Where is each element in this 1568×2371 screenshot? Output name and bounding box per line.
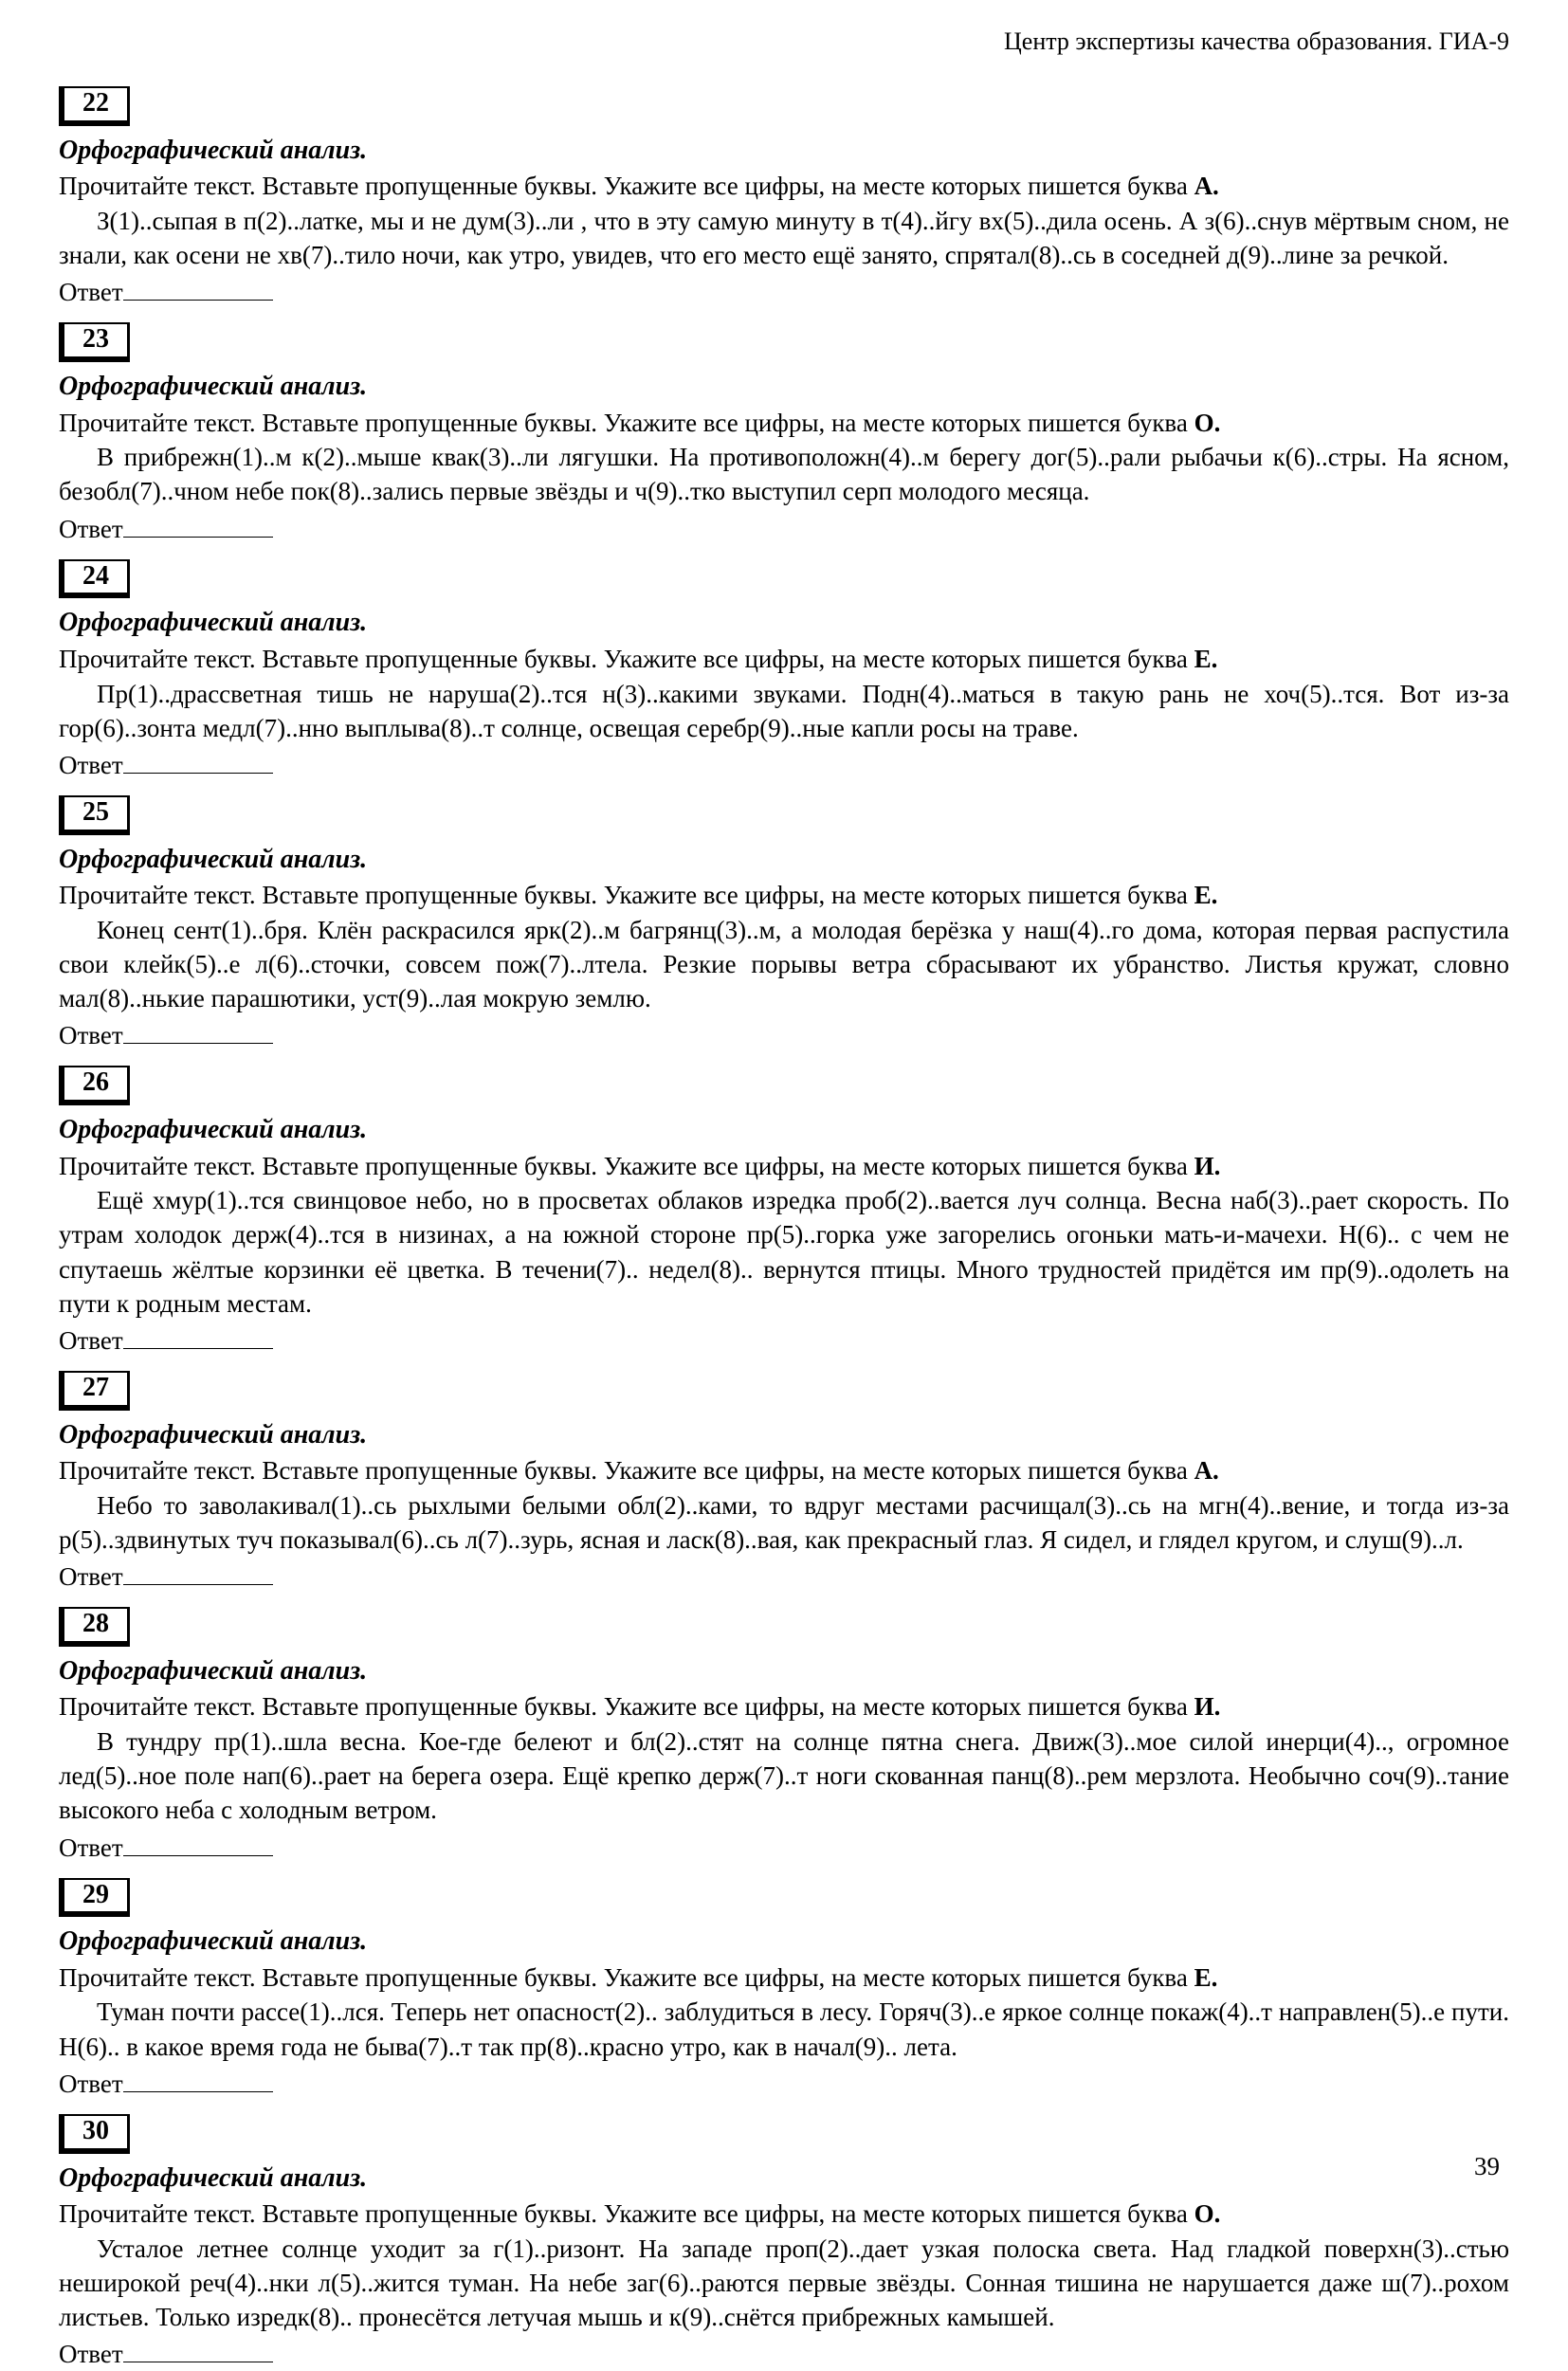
task-instruction bbox=[59, 170, 1509, 204]
task-text: В прибрежн(1)..м к(2)..мыше квак(3)..ли лягушки. На противоположн(4)..м берегу дог(5)..рали рыбачьи к(6)..стры. На ясном, безобл(7)..чном небе пок(8)..зались первые звёзды и ч(9)..тко выступил серп молодого месяца. bbox=[59, 443, 1509, 506]
answer-line[interactable] bbox=[123, 2341, 273, 2362]
task-block bbox=[59, 1601, 1509, 1864]
task-number-box bbox=[59, 1371, 130, 1411]
task-instruction bbox=[59, 1454, 1509, 1488]
task-text: Небо то заволакивал(1)..сь рыхлыми белыми обл(2)..ками, то вдруг местами расчищал(3)..сь на мгн(4)..вение, и тогда из-за р(5)..здвинутых туч показывал(6)..сь л(7)..зурь, ясная и ласк(8)..вая, как прекрасный глаз. Я сидел, и глядел кругом, и слуш(9)..л. bbox=[59, 1490, 1509, 1554]
answer-line[interactable] bbox=[123, 1327, 273, 1349]
answer-label: Ответ bbox=[59, 1833, 123, 1862]
task-block bbox=[59, 790, 1509, 1052]
answer-line[interactable] bbox=[123, 516, 273, 538]
task-instruction bbox=[59, 2198, 1509, 2232]
answer-label: Ответ bbox=[59, 1325, 123, 1355]
answer-row bbox=[59, 1324, 1509, 1358]
task-heading: Орфографический анализ. bbox=[59, 1419, 368, 1450]
task-number: 22 bbox=[82, 88, 109, 119]
task-text: Конец сент(1)..бря. Клён раскрасился ярк(2)..м багрянц(3)..м, а молодая берёзка у наш(4)..го дома, которая первая распустила свои клейк(5)..е л(6)..сточки, совсем пож(7)..лтела. Резкие порывы ветра сбрасывают их убранство. Листья кружат, словно мал(8)..нькие парашютики, уст(9)..лая мокрую землю. bbox=[59, 915, 1509, 1013]
instruction-text: Прочитайте текст. Вставьте пропущенные буквы. Укажите все цифры, на месте которых пишется буква bbox=[59, 172, 1194, 201]
task-number: 26 bbox=[82, 1067, 109, 1098]
task-number: 25 bbox=[82, 796, 109, 827]
answer-label: Ответ bbox=[59, 1021, 123, 1050]
task-number: 27 bbox=[82, 1372, 109, 1402]
target-letter: О. bbox=[1194, 2199, 1221, 2229]
answer-row bbox=[59, 2338, 1509, 2371]
task-number-box bbox=[59, 1066, 130, 1105]
task-text: Туман почти рассе(1)..лся. Теперь нет опасност(2).. заблудиться в лесу. Горяч(3)..е яркое солнце покаж(4)..т направлен(5)..е пути. Н(6).. в какое время года не быва(7)..т так пр(8)..красно утро, как в начал(9).. лета. bbox=[59, 1997, 1509, 2061]
answer-row bbox=[59, 749, 1509, 782]
task-block bbox=[59, 1365, 1509, 1594]
answer-row bbox=[59, 1560, 1509, 1594]
task-instruction bbox=[59, 879, 1509, 913]
task-number: 28 bbox=[82, 1609, 109, 1639]
task-heading: Орфографический анализ. bbox=[59, 608, 368, 638]
instruction-text: Прочитайте текст. Вставьте пропущенные буквы. Укажите все цифры, на месте которых пишется буква bbox=[59, 1962, 1194, 1992]
task-number-box bbox=[59, 795, 130, 835]
target-letter: И. bbox=[1194, 1151, 1221, 1180]
answer-line[interactable] bbox=[123, 2070, 273, 2092]
task-number: 29 bbox=[82, 1879, 109, 1909]
instruction-text: Прочитайте текст. Вставьте пропущенные буквы. Укажите все цифры, на месте которых пишется буква bbox=[59, 644, 1194, 673]
target-letter: Е. bbox=[1194, 644, 1218, 673]
task-heading: Орфографический анализ. bbox=[59, 844, 368, 874]
instruction-text: Прочитайте текст. Вставьте пропущенные буквы. Укажите все цифры, на месте которых пишется буква bbox=[59, 1456, 1194, 1486]
target-letter: И. bbox=[1194, 1692, 1221, 1722]
task-number: 23 bbox=[82, 324, 109, 355]
instruction-text: Прочитайте текст. Вставьте пропущенные буквы. Укажите все цифры, на месте которых пишется буква bbox=[59, 881, 1194, 910]
task-number: 24 bbox=[82, 560, 109, 591]
task-heading: Орфографический анализ. bbox=[59, 135, 368, 165]
task-instruction bbox=[59, 1690, 1509, 1724]
task-block bbox=[59, 81, 1509, 309]
answer-row bbox=[59, 1832, 1509, 1865]
task-instruction bbox=[59, 407, 1509, 441]
instruction-text: Прочитайте текст. Вставьте пропущенные буквы. Укажите все цифры, на месте которых пишется буква bbox=[59, 1151, 1194, 1180]
answer-label: Ответ bbox=[59, 514, 123, 543]
task-block bbox=[59, 2108, 1509, 2371]
answer-row bbox=[59, 2068, 1509, 2101]
task-text: Ещё хмур(1)..тся свинцовое небо, но в просветах облаков изредка проб(2)..вается луч солнца. Весна наб(3)..рает скорость. По утрам холодок держ(4)..тся в низинах, а на южной стороне пр(5)..горка уже загорелись огоньки мать-и-мачехи. Н(6).. с чем не спутаешь жёлтые корзинки её цветка. В течени(7).. недел(8).. вернутся птицы. Много трудностей придётся им пр(9)..одолеть на пути к родным местам. bbox=[59, 1186, 1509, 1318]
task-number-box bbox=[59, 1878, 130, 1918]
task-text: Пр(1)..драссветная тишь не наруша(2)..тся н(3)..какими звуками. Подн(4)..маться в такую рань не хоч(5)..тся. Вот из-за гор(6)..зонта медл(7)..нно выплыва(8)..т солнце, освещая серебр(9)..ные капли росы на траве. bbox=[59, 679, 1509, 742]
task-block bbox=[59, 554, 1509, 782]
page-number: 39 bbox=[1474, 2152, 1500, 2180]
answer-line[interactable] bbox=[123, 752, 273, 774]
task-number-box bbox=[59, 86, 130, 126]
task-number: 30 bbox=[82, 2115, 109, 2145]
instruction-text: Прочитайте текст. Вставьте пропущенные буквы. Укажите все цифры, на месте которых пишется буква bbox=[59, 408, 1194, 437]
answer-line[interactable] bbox=[123, 279, 273, 301]
answer-label: Ответ bbox=[59, 2069, 123, 2098]
target-letter: А. bbox=[1194, 172, 1219, 201]
tasks-container bbox=[59, 81, 1509, 2371]
task-instruction bbox=[59, 643, 1509, 677]
task-number-box bbox=[59, 559, 130, 599]
task-text: Усталое летнее солнце уходит за г(1)..ризонт. На западе проп(2)..дает узкая полоска света. Над гладкой поверхн(3)..стью неширокой реч(4)..нки л(5)..жится туман. На небе заг(6)..раются первые звёзды. Сонная тишина не нарушается даже ш(7)..рохом листьев. Только изредк(8).. пронесётся летучая мышь и к(9)..снётся прибрежных камышей. bbox=[59, 2234, 1509, 2332]
target-letter: А. bbox=[1194, 1456, 1219, 1486]
task-heading: Орфографический анализ. bbox=[59, 1115, 368, 1145]
page-header: Центр экспертизы качества образования. ГИА-9 bbox=[1004, 27, 1509, 55]
task-block bbox=[59, 317, 1509, 545]
answer-label: Ответ bbox=[59, 1562, 123, 1592]
instruction-text: Прочитайте текст. Вставьте пропущенные буквы. Укажите все цифры, на месте которых пишется буква bbox=[59, 2199, 1194, 2229]
answer-line[interactable] bbox=[123, 1834, 273, 1856]
target-letter: Е. bbox=[1194, 1962, 1218, 1992]
answer-line[interactable] bbox=[123, 1022, 273, 1044]
task-block bbox=[59, 1872, 1509, 2101]
instruction-text: Прочитайте текст. Вставьте пропущенные буквы. Укажите все цифры, на месте которых пишется буква bbox=[59, 1692, 1194, 1722]
task-number-box bbox=[59, 322, 130, 362]
answer-row bbox=[59, 1019, 1509, 1052]
task-text: В тундру пр(1)..шла весна. Кое-где белеют и бл(2)..стят на солнце пятна снега. Движ(3)..мое силой инерци(4).., огромное лед(5)..ное поле нап(6)..рает на берега озера. Ещё крепко держ(7)..т ноги скованная панц(8)..рем мерзлота. Необычно соч(9)..тание высокого неба с холодным ветром. bbox=[59, 1727, 1509, 1825]
answer-label: Ответ bbox=[59, 278, 123, 307]
answer-row bbox=[59, 513, 1509, 546]
answer-line[interactable] bbox=[123, 1563, 273, 1585]
task-heading: Орфографический анализ. bbox=[59, 1926, 368, 1957]
answer-label: Ответ bbox=[59, 2340, 123, 2369]
task-heading: Орфографический анализ. bbox=[59, 1656, 368, 1686]
task-heading: Орфографический анализ. bbox=[59, 372, 368, 402]
answer-label: Ответ bbox=[59, 750, 123, 779]
target-letter: Е. bbox=[1194, 881, 1218, 910]
target-letter: О. bbox=[1194, 408, 1221, 437]
task-instruction bbox=[59, 1150, 1509, 1184]
task-number-box bbox=[59, 2114, 130, 2154]
task-heading: Орфографический анализ. bbox=[59, 2162, 368, 2193]
task-block bbox=[59, 1060, 1509, 1358]
answer-row bbox=[59, 276, 1509, 309]
task-instruction bbox=[59, 1961, 1509, 1996]
task-text: З(1)..сыпая в п(2)..латке, мы и не дум(3)..ли , что в эту самую минуту в т(4)..йгу вх(5)..дила осень. А з(6)..снув мёртвым сном, не знали, как осени не хв(7)..тило ночи, как утро, увидев, что его место ещё занято, спрятал(8)..сь в соседней д(9)..лине за речкой. bbox=[59, 207, 1509, 270]
task-number-box bbox=[59, 1607, 130, 1647]
